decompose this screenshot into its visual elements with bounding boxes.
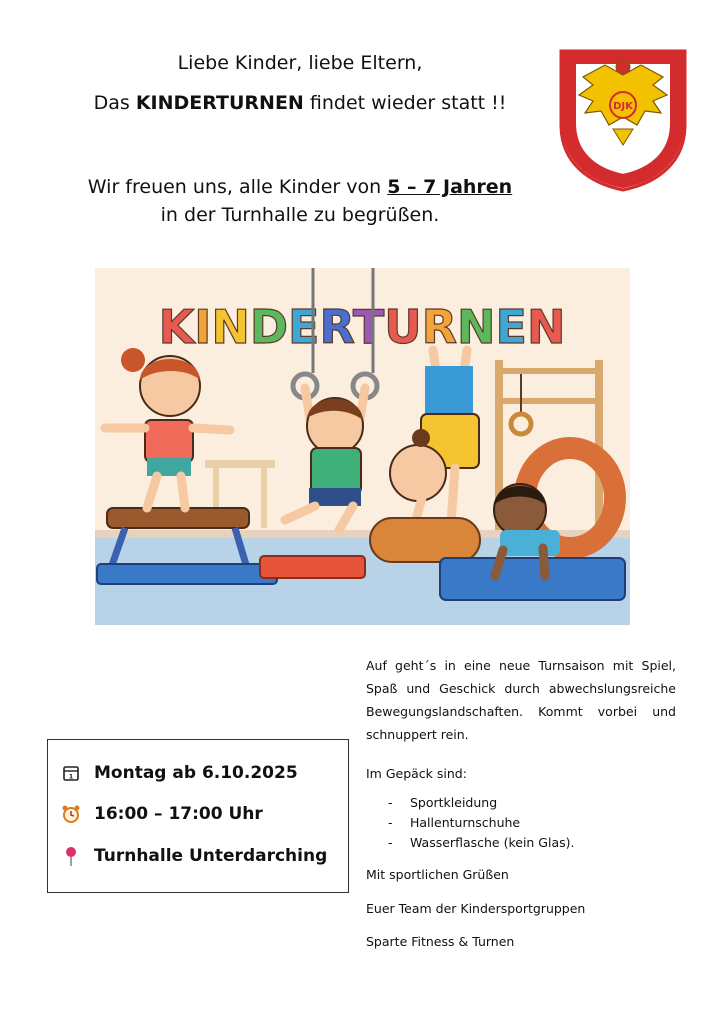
location-line: in der Turnhalle zu begrüßen. bbox=[160, 204, 440, 226]
packing-list bbox=[384, 793, 575, 853]
title-letter: R bbox=[421, 300, 457, 354]
list-item: - Wasserflasche (kein Glas). bbox=[384, 833, 575, 853]
list-item: - Sportkleidung bbox=[384, 793, 575, 813]
age-line: Wir freuen uns, alle Kinder von 5 – 7 Jahren bbox=[87, 176, 513, 198]
logo-ring-text: DJK DARCHING 1959 e.V. bbox=[577, 134, 669, 170]
closing-team: Euer Team der Kindersportgruppen bbox=[366, 901, 586, 916]
calendar-icon bbox=[60, 762, 82, 784]
title-letter: N bbox=[526, 300, 566, 354]
kinderturnen-highlight: KINDERTURNEN bbox=[135, 92, 304, 114]
greeting-line: Liebe Kinder, liebe Eltern, bbox=[177, 52, 423, 74]
map-pin-icon bbox=[60, 845, 82, 867]
intro-paragraph: Auf geht´s in eine neue Turnsaison mit Spiel, Spaß und Geschick durch abwechslungsreiche Bewegungslandschaften. Kommt vorbei und schnuppert rein. bbox=[366, 658, 676, 742]
announcement-line: Das KINDERTURNEN findet wieder statt !! bbox=[93, 92, 507, 114]
event-time-row bbox=[60, 803, 263, 825]
title-letter: N bbox=[211, 300, 250, 354]
event-date: Montag ab 6.10.2025 bbox=[94, 763, 298, 783]
event-time: 16:00 – 17:00 Uhr bbox=[94, 804, 263, 824]
title-letter: U bbox=[384, 300, 422, 354]
title-letter: T bbox=[352, 300, 385, 354]
alarm-clock-icon bbox=[60, 803, 82, 825]
closing-department: Sparte Fitness & Turnen bbox=[366, 934, 515, 949]
event-date-row bbox=[60, 762, 298, 784]
list-item: - Hallenturnschuhe bbox=[384, 813, 575, 833]
title-letter: R bbox=[319, 300, 353, 354]
illustration-title bbox=[159, 300, 566, 354]
packing-list-title: Im Gepäck sind: bbox=[366, 766, 467, 781]
closing-greeting: Mit sportlichen Grüßen bbox=[366, 867, 509, 882]
kinderturnen-illustration bbox=[95, 268, 630, 625]
logo-monogram: DJK bbox=[613, 101, 633, 112]
event-info-box bbox=[47, 739, 349, 893]
svg-text:1: 1 bbox=[68, 772, 74, 781]
title-letter: K bbox=[158, 300, 195, 354]
age-range: 5 – 7 Jahren bbox=[387, 176, 513, 198]
event-place: Turnhalle Unterdarching bbox=[94, 846, 328, 866]
title-letter: E bbox=[495, 300, 527, 354]
event-place-row bbox=[60, 845, 327, 867]
title-letter: E bbox=[288, 300, 320, 354]
club-logo bbox=[553, 45, 693, 193]
title-letter: N bbox=[457, 300, 496, 354]
red-mat bbox=[260, 556, 365, 578]
title-letter: I bbox=[194, 300, 212, 354]
title-letter: D bbox=[249, 300, 289, 354]
